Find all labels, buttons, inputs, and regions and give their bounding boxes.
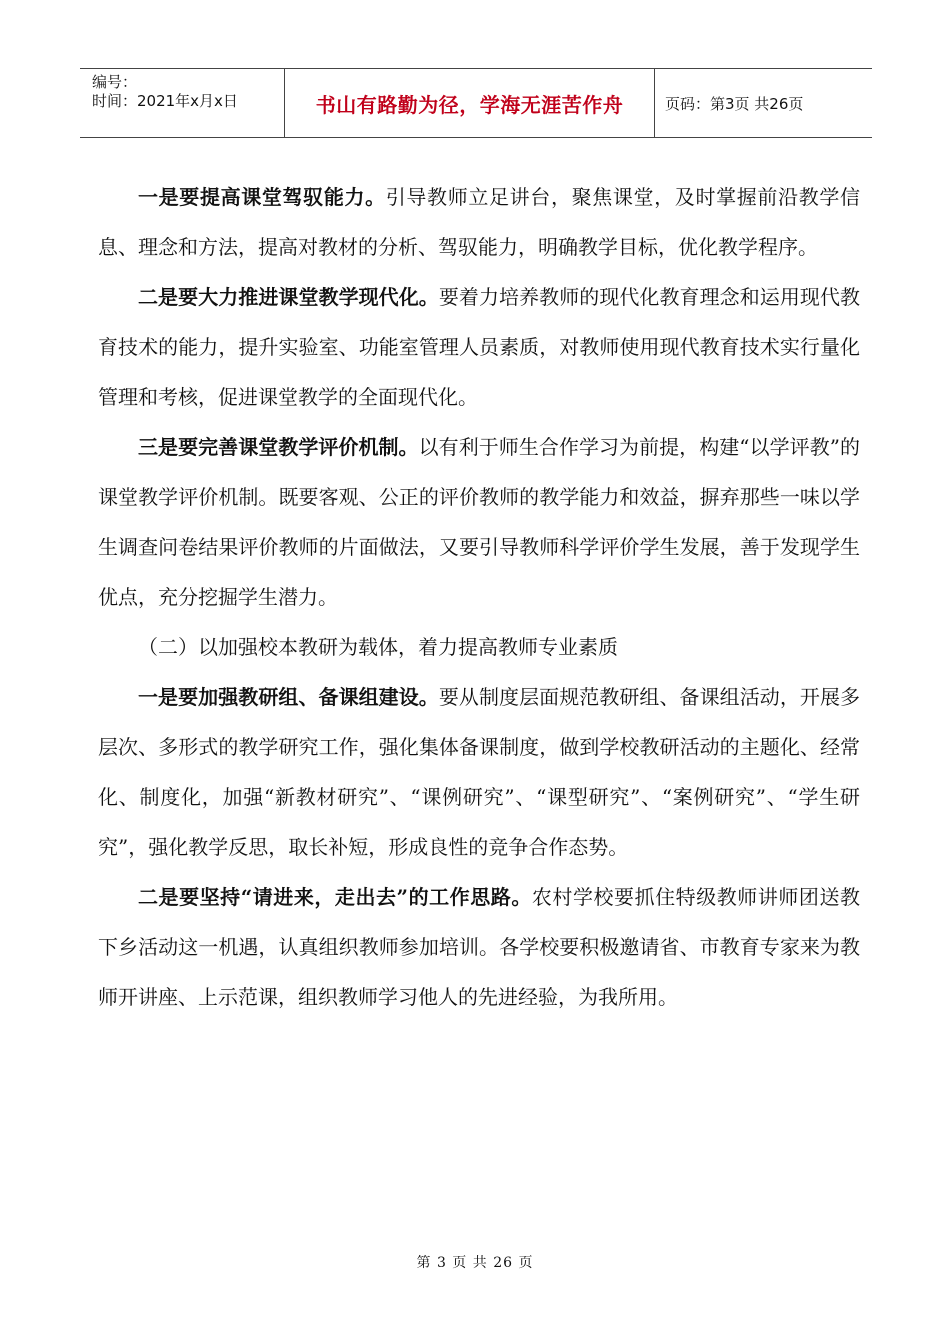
paragraph-lead: 二是要坚持“请进来，走出去”的工作思路。 xyxy=(138,885,532,909)
paragraph-lead: 一是要提高课堂驾驭能力。 xyxy=(138,185,386,209)
paragraph xyxy=(98,272,860,422)
section-heading-text: （二）以加强校本教研为载体，着力提高教师专业素质 xyxy=(138,635,618,659)
header-page-info: 页码：第3页 共26页 xyxy=(665,94,804,113)
document-date: 时间：2021年x月x日 xyxy=(92,92,238,110)
paragraph-text: 引导教师立足讲台，聚焦课堂，及时掌握前沿教学信息、理念和方法，提高对教材的分析、驾驭能力，明确教学目标，优化教学程序。 xyxy=(98,185,861,259)
page-footer: 第 3 页 共 26 页 xyxy=(416,1255,534,1271)
paragraph-lead: 二是要大力推进课堂教学现代化。 xyxy=(138,285,439,309)
paragraph xyxy=(98,872,860,1022)
paragraph-text: 农村学校要抓住特级教师讲师团送教下乡活动这一机遇，认真组织教师参加培训。各学校要积极邀请省、市教育专家来为教师开讲座、上示范课，组织教师学习他人的先进经验，为我所用。 xyxy=(98,885,860,1009)
paragraph-text: 以有利于师生合作学习为前提，构建“以学评教”的课堂教学评价机制。既要客观、公正的评价教师的教学能力和效益，摒弃那些一味以学生调查问卷结果评价教师的片面做法，又要引导教师科学评价学生发展，善于发现学生优点，充分挖掘学生潜力。 xyxy=(98,435,861,609)
page-header xyxy=(80,68,872,138)
paragraph-text: 要从制度层面规范教研组、备课组活动，开展多层次、多形式的教学研究工作，强化集体备课制度，做到学校教研活动的主题化、经常化、制度化，加强“新教材研究”、“课例研究”、“课型研究”、“案例研究”、“学生研究”，强化教学反思，取长补短，形成良性的竞争合作态势。 xyxy=(98,685,861,859)
paragraph xyxy=(98,422,860,622)
document-body xyxy=(98,172,860,1022)
paragraph-text: 要着力培养教师的现代化教育理念和运用现代教育技术的能力，提升实验室、功能室管理人员素质，对教师使用现代教育技术实行量化管理和考核，促进课堂教学的全面现代化。 xyxy=(98,285,861,409)
section-heading xyxy=(98,622,860,672)
paragraph-lead: 三是要完善课堂教学评价机制。 xyxy=(138,435,419,459)
document-number: 编号： xyxy=(92,73,138,91)
paragraph-lead: 一是要加强教研组、备课组建设。 xyxy=(138,685,439,709)
paragraph xyxy=(98,172,860,272)
header-motto: 书山有路勤为径，学海无涯苦作舟 xyxy=(285,69,655,137)
header-meta xyxy=(80,69,285,137)
paragraph xyxy=(98,672,860,872)
